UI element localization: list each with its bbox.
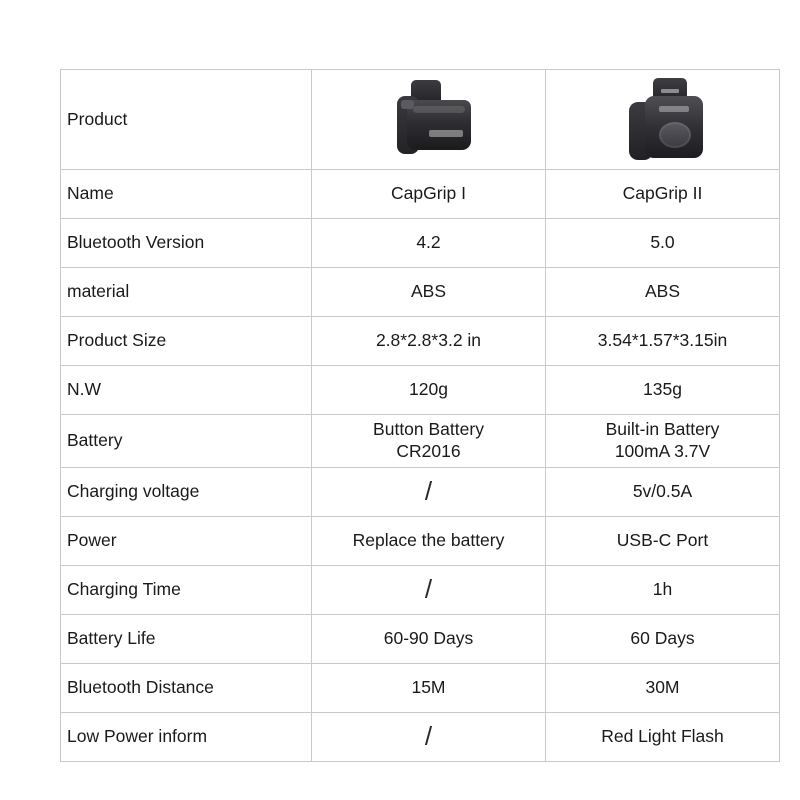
grip-one-icon: [381, 78, 477, 162]
table-row: [61, 664, 780, 713]
table-row: [61, 219, 780, 268]
not-applicable-slash: /: [424, 721, 433, 752]
row-label-product-size: Product Size: [61, 317, 312, 366]
cell-bluetooth-version-capgrip2: 5.0: [546, 219, 780, 268]
cell-material-capgrip2: ABS: [546, 268, 780, 317]
table-row: [61, 268, 780, 317]
row-label-charging-voltage: Charging voltage: [61, 468, 312, 517]
cell-battery-life-capgrip2: 60 Days: [546, 615, 780, 664]
cell-battery-life-capgrip1: 60-90 Days: [312, 615, 546, 664]
table-row: [61, 70, 780, 170]
row-label-bluetooth-distance: Bluetooth Distance: [61, 664, 312, 713]
cell-charging-voltage-capgrip2: 5v/0.5A: [546, 468, 780, 517]
cell-low-power-capgrip1: [312, 713, 546, 762]
cell-name-capgrip1: CapGrip I: [312, 170, 546, 219]
table-row: [61, 170, 780, 219]
cell-bluetooth-distance-capgrip2: 30M: [546, 664, 780, 713]
table-row: [61, 468, 780, 517]
cell-power-capgrip1: Replace the battery: [312, 517, 546, 566]
not-applicable-slash: /: [424, 574, 433, 605]
row-label-low-power-inform: Low Power inform: [61, 713, 312, 762]
cell-battery-capgrip2-text: Built-in Battery 100mA 3.7V: [605, 419, 720, 461]
row-label-name: Name: [61, 170, 312, 219]
cell-product-size-capgrip2: 3.54*1.57*3.15in: [546, 317, 780, 366]
cell-name-capgrip2: CapGrip II: [546, 170, 780, 219]
row-label-battery-life: Battery Life: [61, 615, 312, 664]
cell-charging-time-capgrip2: 1h: [546, 566, 780, 615]
cell-charging-voltage-capgrip1: [312, 468, 546, 517]
product-comparison-table: [60, 69, 780, 762]
table-row: [61, 317, 780, 366]
capgrip-1-image-cell: [312, 70, 546, 170]
capgrip-2-image-cell: [546, 70, 780, 170]
row-label-nw: N.W: [61, 366, 312, 415]
cell-material-capgrip1: ABS: [312, 268, 546, 317]
table-row: [61, 615, 780, 664]
row-label-battery: Battery: [61, 415, 312, 468]
cell-bluetooth-version-capgrip1: 4.2: [312, 219, 546, 268]
table-row: [61, 366, 780, 415]
spec-table-container: [60, 69, 740, 762]
table-row: [61, 713, 780, 762]
grip-two-icon: [615, 76, 711, 164]
cell-product-size-capgrip1: 2.8*2.8*3.2 in: [312, 317, 546, 366]
capgrip-2-product-image: [552, 70, 773, 169]
row-label-material: material: [61, 268, 312, 317]
row-label-product: Product: [61, 70, 312, 170]
cell-nw-capgrip1: 120g: [312, 366, 546, 415]
table-body: [61, 70, 780, 762]
cell-battery-capgrip1-text: Button Battery CR2016: [373, 419, 484, 461]
table-row: [61, 517, 780, 566]
cell-power-capgrip2: USB-C Port: [546, 517, 780, 566]
not-applicable-slash: /: [424, 476, 433, 507]
cell-bluetooth-distance-capgrip1: 15M: [312, 664, 546, 713]
table-row: [61, 415, 780, 468]
cell-nw-capgrip2: 135g: [546, 366, 780, 415]
capgrip-1-product-image: [318, 70, 539, 169]
table-row: [61, 566, 780, 615]
cell-low-power-capgrip2: Red Light Flash: [546, 713, 780, 762]
row-label-power: Power: [61, 517, 312, 566]
row-label-charging-time: Charging Time: [61, 566, 312, 615]
cell-charging-time-capgrip1: [312, 566, 546, 615]
row-label-bluetooth-version: Bluetooth Version: [61, 219, 312, 268]
cell-battery-capgrip1: [312, 415, 546, 468]
cell-battery-capgrip2: [546, 415, 780, 468]
